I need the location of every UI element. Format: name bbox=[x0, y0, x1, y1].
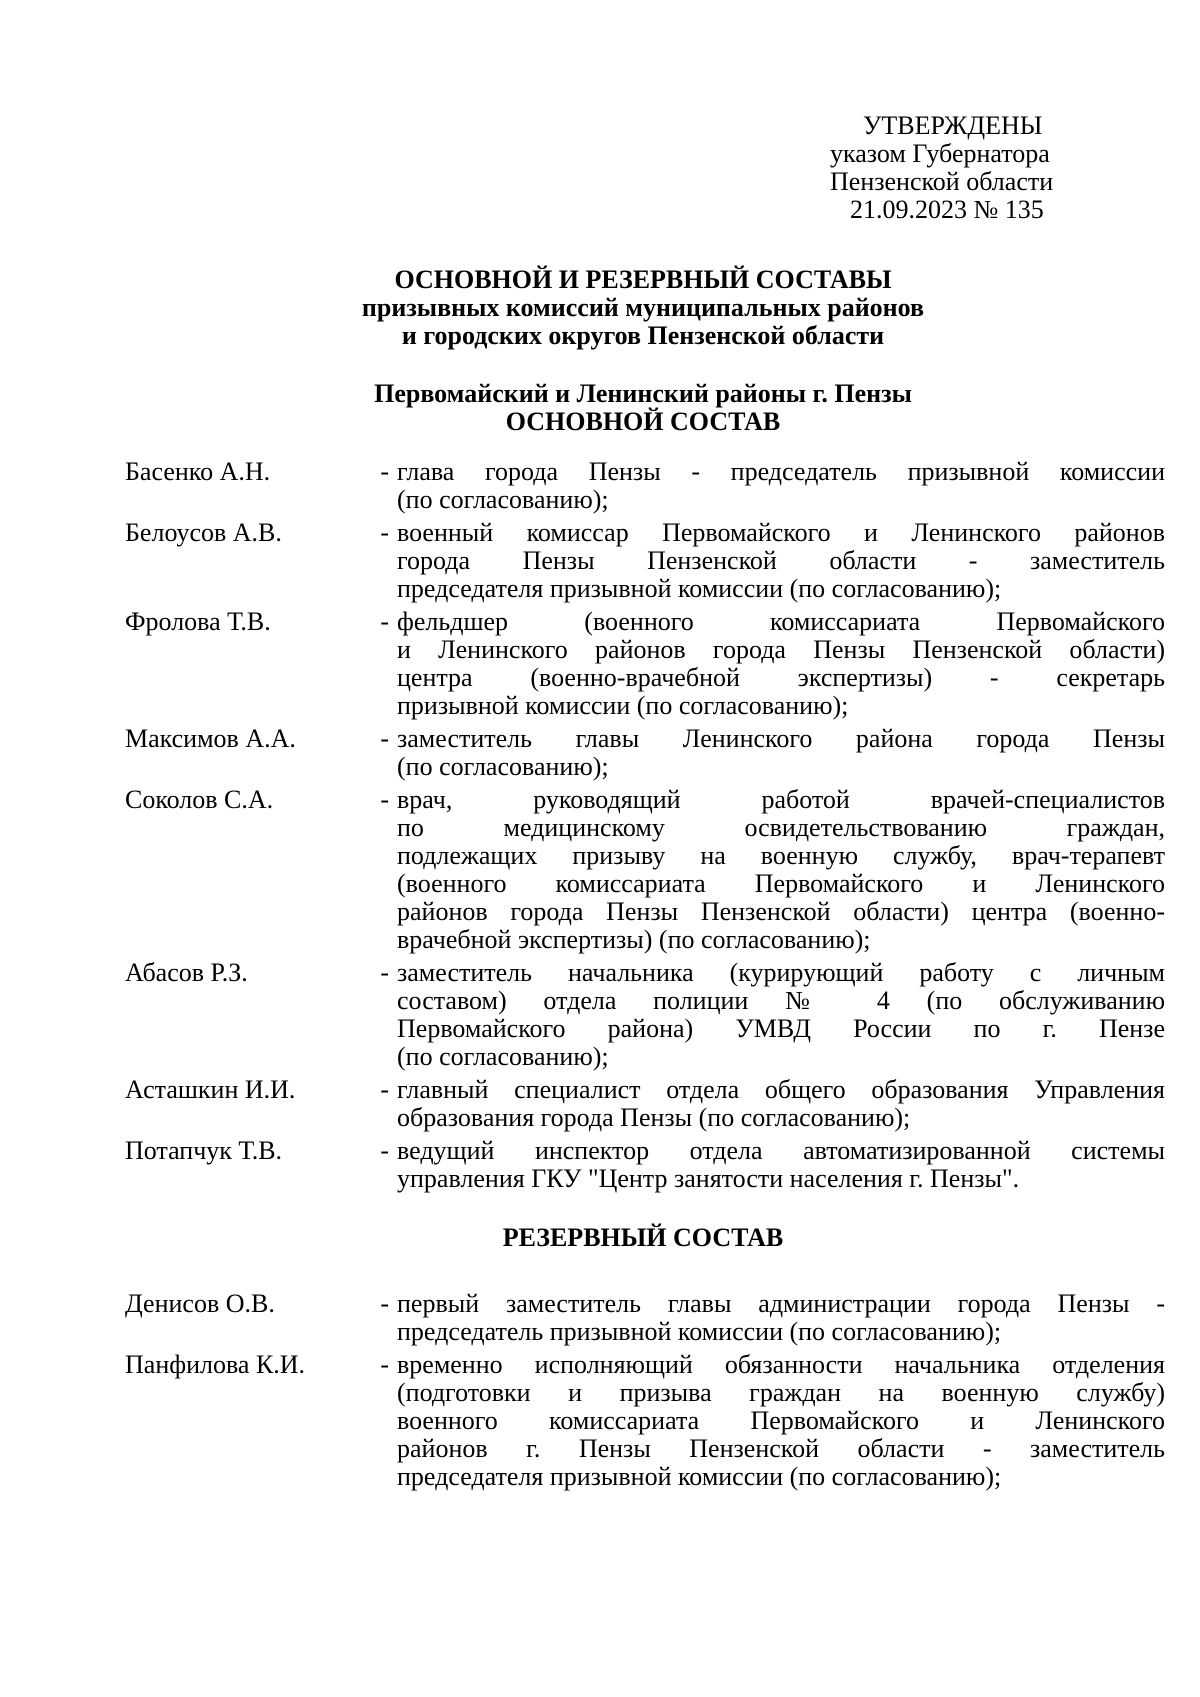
member-name: Фролова Т.В. bbox=[125, 607, 271, 636]
member-role bbox=[397, 725, 1165, 781]
member-role-line: управления ГКУ "Центр занятости населения г. Пензы". bbox=[397, 1164, 1020, 1193]
member-name: Потапчук Т.В. bbox=[125, 1136, 283, 1165]
member-role-line: составом) отдела полиции № 4 (по обслуживанию bbox=[397, 986, 1165, 1015]
member-role-line: заместитель главы Ленинского района города Пензы bbox=[397, 724, 1165, 753]
member-name: Соколов С.А. bbox=[125, 785, 274, 814]
approval-line: Пензенской области bbox=[830, 167, 1054, 196]
member-role bbox=[397, 786, 1165, 954]
member-role-line: призывной комиссии (по согласованию); bbox=[397, 691, 849, 720]
member-entry bbox=[125, 1076, 1165, 1132]
member-role-line: по медицинскому освидетельствованию граждан, bbox=[397, 813, 1165, 842]
reserve-composition-heading bbox=[118, 1224, 1168, 1252]
main-members-list bbox=[125, 458, 1165, 1198]
member-entry bbox=[125, 725, 1165, 781]
member-role bbox=[397, 1351, 1165, 1491]
member-role bbox=[397, 458, 1165, 514]
reserve-members-list bbox=[125, 1290, 1165, 1496]
member-name: Абасов Р.З. bbox=[125, 958, 248, 987]
title-line: и городских округов Пензенской области bbox=[401, 321, 885, 350]
member-role-line: врачебной экспертизы) (по согласованию); bbox=[397, 925, 871, 954]
member-role-line: (по согласованию); bbox=[397, 485, 609, 514]
member-role-line: врач, руководящий работой врачей-специалистов bbox=[397, 785, 1165, 814]
member-role bbox=[397, 608, 1165, 720]
member-entry bbox=[125, 786, 1165, 954]
member-dash: - bbox=[380, 1289, 389, 1318]
member-name: Денисов О.В. bbox=[125, 1289, 275, 1318]
member-entry bbox=[125, 519, 1165, 603]
member-dash: - bbox=[380, 1136, 389, 1165]
member-role-line: председателя призывной комиссии (по согласованию); bbox=[397, 1462, 1002, 1491]
member-role-line: центра (военно-врачебной экспертизы) - секретарь bbox=[397, 663, 1165, 692]
member-name: Асташкин И.И. bbox=[125, 1075, 296, 1104]
reserve-heading-text: РЕЗЕРВНЫЙ СОСТАВ bbox=[502, 1223, 784, 1252]
member-name: Панфилова К.И. bbox=[125, 1350, 306, 1379]
main-composition-heading: ОСНОВНОЙ СОСТАВ bbox=[505, 407, 781, 436]
member-entry bbox=[125, 959, 1165, 1071]
member-name: Белоусов А.В. bbox=[125, 518, 282, 547]
member-role bbox=[397, 519, 1165, 603]
member-role-line: районов города Пензы Пензенской области) центра (военно- bbox=[397, 897, 1165, 926]
member-role-line: (военного комиссариата Первомайского и Ленинского bbox=[397, 869, 1165, 898]
member-role bbox=[397, 1076, 1165, 1132]
member-entry bbox=[125, 1290, 1165, 1346]
approval-line: УТВЕРЖДЕНЫ bbox=[863, 111, 1043, 140]
member-role-line: первый заместитель главы администрации города Пензы - bbox=[397, 1289, 1165, 1318]
member-role-line: (подготовки и призыва граждан на военную службу) bbox=[397, 1378, 1165, 1407]
member-role-line: временно исполняющий обязанности начальника отделения bbox=[397, 1350, 1165, 1379]
member-entry bbox=[125, 608, 1165, 720]
member-role-line: города Пензы Пензенской области - заместитель bbox=[397, 546, 1165, 575]
document-title bbox=[118, 266, 1168, 350]
member-dash: - bbox=[380, 1350, 389, 1379]
member-dash: - bbox=[380, 724, 389, 753]
member-role-line: военного комиссариата Первомайского и Ленинского bbox=[397, 1406, 1165, 1435]
member-role bbox=[397, 1137, 1165, 1193]
district-heading bbox=[118, 380, 1168, 436]
member-dash: - bbox=[380, 958, 389, 987]
member-role-line: Первомайского района) УМВД России по г. Пензе bbox=[397, 1014, 1165, 1043]
member-role bbox=[397, 959, 1165, 1071]
member-dash: - bbox=[380, 785, 389, 814]
member-entry bbox=[125, 1137, 1165, 1193]
member-name: Максимов А.А. bbox=[125, 724, 296, 753]
member-role-line: подлежащих призыву на военную службу, врач-терапевт bbox=[397, 841, 1165, 870]
member-role-line: районов г. Пензы Пензенской области - заместитель bbox=[397, 1434, 1165, 1463]
title-line: призывных комиссий муниципальных районов bbox=[361, 293, 925, 322]
member-dash: - bbox=[380, 607, 389, 636]
member-role-line: заместитель начальника (курирующий работу с личным bbox=[397, 958, 1165, 987]
member-role-line: и Ленинского районов города Пензы Пензенской области) bbox=[397, 635, 1165, 664]
approval-line: указом Губернатора bbox=[830, 139, 1050, 168]
member-role-line: (по согласованию); bbox=[397, 752, 609, 781]
member-role-line: председателя призывной комиссии (по согласованию); bbox=[397, 574, 1002, 603]
approval-stamp bbox=[780, 112, 1120, 224]
member-entry bbox=[125, 1351, 1165, 1491]
district-name: Первомайский и Ленинский районы г. Пензы bbox=[374, 379, 912, 408]
member-role-line: фельдшер (военного комиссариата Первомайского bbox=[397, 607, 1165, 636]
title-line: ОСНОВНОЙ И РЕЗЕРВНЫЙ СОСТАВЫ bbox=[394, 265, 892, 294]
member-role-line: глава города Пензы - председатель призывной комиссии bbox=[397, 457, 1165, 486]
member-role-line: военный комиссар Первомайского и Ленинского районов bbox=[397, 518, 1165, 547]
member-dash: - bbox=[380, 518, 389, 547]
member-role-line: председатель призывной комиссии (по согласованию); bbox=[397, 1317, 1002, 1346]
member-role-line: образования города Пензы (по согласованию); bbox=[397, 1103, 911, 1132]
member-entry bbox=[125, 458, 1165, 514]
member-role bbox=[397, 1290, 1165, 1346]
member-role-line: (по согласованию); bbox=[397, 1042, 609, 1071]
member-role-line: главный специалист отдела общего образования Управления bbox=[397, 1075, 1165, 1104]
member-dash: - bbox=[380, 1075, 389, 1104]
member-name: Басенко А.Н. bbox=[125, 457, 271, 486]
member-dash: - bbox=[380, 457, 389, 486]
approval-date: 21.09.2023 № 135 bbox=[850, 195, 1044, 224]
member-role-line: ведущий инспектор отдела автоматизированной системы bbox=[397, 1136, 1165, 1165]
